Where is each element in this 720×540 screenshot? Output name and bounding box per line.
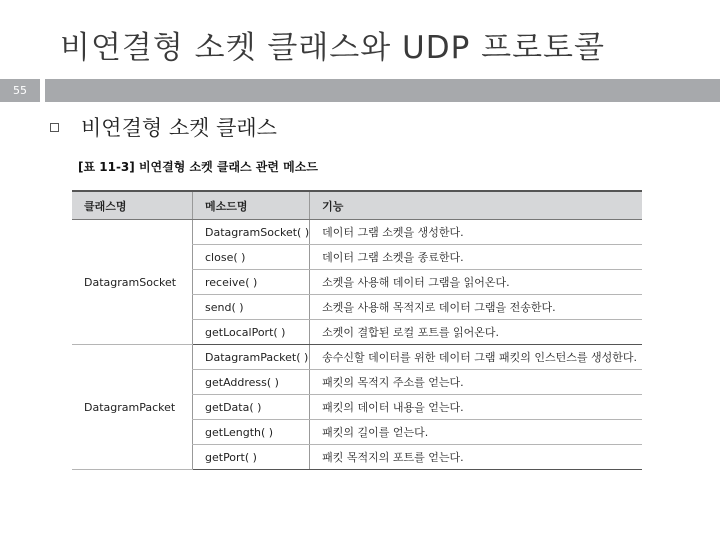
method-cell: DatagramSocket( )	[193, 220, 310, 245]
header-function: 기능	[310, 191, 642, 220]
square-bullet-icon	[50, 123, 59, 132]
slide-title: 비연결형 소켓 클래스와 UDP 프로토콜	[60, 30, 605, 66]
function-cell: 패킷의 목적지 주소를 얻는다.	[310, 370, 642, 395]
methods-table	[72, 190, 642, 470]
method-cell: send( )	[193, 295, 310, 320]
slide-number: 55	[13, 84, 27, 97]
function-cell: 패킷의 데이터 내용을 얻는다.	[310, 395, 642, 420]
function-cell: 패킷의 길이를 얻는다.	[310, 420, 642, 445]
bullet-text: 비연결형 소켓 클래스	[81, 116, 277, 140]
header-method-name: 메소드명	[193, 191, 310, 220]
class-cell: DatagramSocket	[72, 220, 193, 345]
method-cell: getAddress( )	[193, 370, 310, 395]
function-cell: 소켓을 사용해 목적지로 데이터 그램을 전송한다.	[310, 295, 642, 320]
method-cell: getLocalPort( )	[193, 320, 310, 345]
table-row	[72, 220, 642, 245]
function-cell: 소켓이 결합된 로컬 포트를 읽어온다.	[310, 320, 642, 345]
method-cell: getLength( )	[193, 420, 310, 445]
header-divider-bar	[45, 79, 720, 102]
table-header-row	[72, 191, 642, 220]
method-cell: DatagramPacket( )	[193, 345, 310, 370]
function-cell: 데이터 그램 소켓을 종료한다.	[310, 245, 642, 270]
method-cell: getPort( )	[193, 445, 310, 470]
method-cell: close( )	[193, 245, 310, 270]
function-cell: 패킷 목적지의 포트를 얻는다.	[310, 445, 642, 470]
header-class-name: 클래스명	[72, 191, 193, 220]
class-cell: DatagramPacket	[72, 345, 193, 470]
method-cell: getData( )	[193, 395, 310, 420]
function-cell: 데이터 그램 소켓을 생성한다.	[310, 220, 642, 245]
bullet-item	[50, 112, 277, 142]
table-row	[72, 345, 642, 370]
function-cell: 소켓을 사용해 데이터 그램을 읽어온다.	[310, 270, 642, 295]
method-cell: receive( )	[193, 270, 310, 295]
slide-number-bar	[0, 79, 40, 102]
function-cell: 송수신할 데이터를 위한 데이터 그램 패킷의 인스턴스를 생성한다.	[310, 345, 642, 370]
table-caption: [표 11-3] 비연결형 소켓 클래스 관련 메소드	[78, 160, 318, 174]
